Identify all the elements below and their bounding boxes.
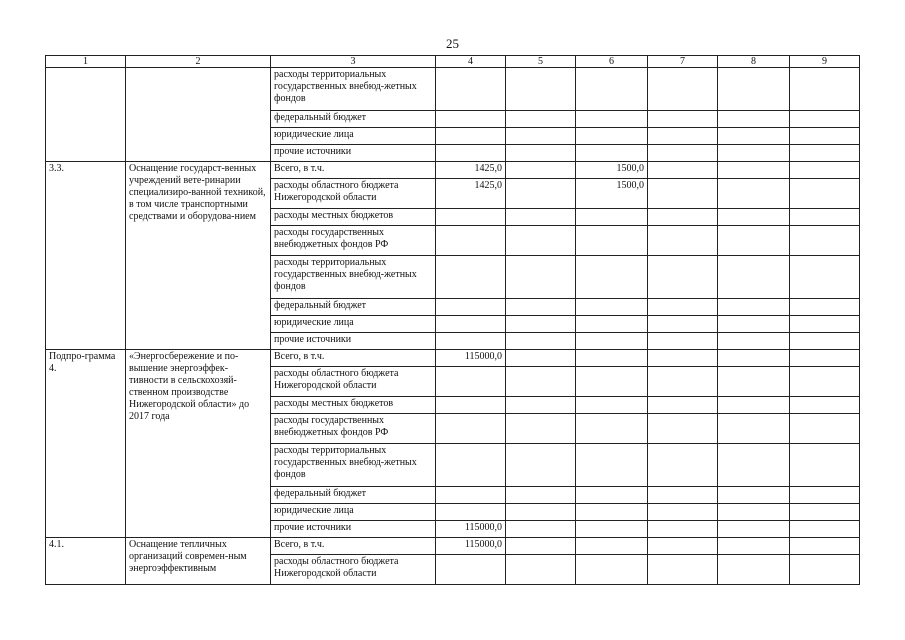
budget-table — [45, 55, 860, 585]
value-cell: 1500,0 — [576, 179, 648, 209]
item-name-cell: «Энергосбережение и по-вышение энергоэффек-тивности в сельскохозяй-ственном производстве Нижегородской области» до 2017 года — [126, 350, 271, 538]
value-cell — [436, 145, 506, 162]
value-cell: 1500,0 — [576, 162, 648, 179]
value-cell: 115000,0 — [436, 521, 506, 538]
value-cell — [648, 316, 718, 333]
value-cell — [790, 162, 860, 179]
item-name-cell: Оснащение тепличных организаций современ-ным энергоэффективным — [126, 538, 271, 585]
value-cell — [576, 504, 648, 521]
value-cell — [648, 397, 718, 414]
value-cell — [718, 444, 790, 487]
value-cell — [506, 145, 576, 162]
value-cell — [718, 209, 790, 226]
value-cell — [436, 414, 506, 444]
source-cell: прочие источники — [271, 333, 436, 350]
value-cell — [790, 397, 860, 414]
value-cell — [790, 179, 860, 209]
value-cell — [648, 128, 718, 145]
value-cell — [718, 145, 790, 162]
value-cell — [506, 350, 576, 367]
value-cell — [576, 299, 648, 316]
value-cell — [648, 111, 718, 128]
value-cell — [790, 111, 860, 128]
value-cell — [506, 111, 576, 128]
value-cell — [506, 179, 576, 209]
value-cell — [576, 316, 648, 333]
column-header: 1 — [46, 56, 126, 68]
value-cell — [790, 521, 860, 538]
value-cell — [790, 414, 860, 444]
value-cell — [436, 299, 506, 316]
value-cell — [576, 111, 648, 128]
source-cell: расходы областного бюджета Нижегородской области — [271, 555, 436, 585]
value-cell — [718, 162, 790, 179]
value-cell — [436, 504, 506, 521]
column-header: 4 — [436, 56, 506, 68]
source-cell: расходы местных бюджетов — [271, 209, 436, 226]
value-cell — [648, 68, 718, 111]
value-cell — [648, 555, 718, 585]
value-cell — [790, 555, 860, 585]
value-cell — [718, 350, 790, 367]
value-cell — [506, 68, 576, 111]
value-cell — [506, 209, 576, 226]
value-cell — [576, 68, 648, 111]
value-cell — [790, 487, 860, 504]
value-cell — [576, 521, 648, 538]
value-cell — [506, 504, 576, 521]
value-cell — [790, 209, 860, 226]
value-cell — [506, 256, 576, 299]
value-cell — [436, 367, 506, 397]
value-cell — [790, 299, 860, 316]
value-cell — [506, 333, 576, 350]
value-cell — [718, 397, 790, 414]
column-header: 2 — [126, 56, 271, 68]
value-cell — [790, 316, 860, 333]
value-cell — [648, 504, 718, 521]
item-name-cell — [126, 68, 271, 162]
column-header: 8 — [718, 56, 790, 68]
value-cell — [436, 487, 506, 504]
value-cell — [718, 316, 790, 333]
column-header: 6 — [576, 56, 648, 68]
value-cell — [436, 397, 506, 414]
value-cell — [506, 414, 576, 444]
value-cell: 1425,0 — [436, 179, 506, 209]
value-cell — [648, 444, 718, 487]
value-cell — [506, 555, 576, 585]
value-cell — [790, 350, 860, 367]
value-cell — [576, 256, 648, 299]
column-header: 7 — [648, 56, 718, 68]
value-cell: 1425,0 — [436, 162, 506, 179]
value-cell — [576, 487, 648, 504]
source-cell: расходы местных бюджетов — [271, 397, 436, 414]
item-number-cell: Подпро-грамма 4. — [46, 350, 126, 538]
column-header: 3 — [271, 56, 436, 68]
value-cell — [718, 521, 790, 538]
value-cell — [648, 414, 718, 444]
source-cell: Всего, в т.ч. — [271, 350, 436, 367]
value-cell — [576, 350, 648, 367]
value-cell — [718, 179, 790, 209]
value-cell — [790, 68, 860, 111]
value-cell — [436, 128, 506, 145]
value-cell — [506, 397, 576, 414]
source-cell: расходы областного бюджета Нижегородской области — [271, 367, 436, 397]
value-cell — [790, 504, 860, 521]
value-cell — [790, 333, 860, 350]
source-cell: расходы государственных внебюджетных фондов РФ — [271, 414, 436, 444]
value-cell — [648, 350, 718, 367]
value-cell — [718, 128, 790, 145]
value-cell — [506, 538, 576, 555]
source-cell: расходы областного бюджета Нижегородской области — [271, 179, 436, 209]
source-cell: юридические лица — [271, 128, 436, 145]
value-cell — [718, 68, 790, 111]
value-cell — [576, 414, 648, 444]
value-cell — [576, 128, 648, 145]
value-cell — [576, 397, 648, 414]
value-cell — [648, 179, 718, 209]
source-cell: прочие источники — [271, 145, 436, 162]
source-cell: федеральный бюджет — [271, 299, 436, 316]
source-cell: расходы территориальных государственных внебюд-жетных фондов — [271, 256, 436, 299]
value-cell — [648, 162, 718, 179]
value-cell — [576, 209, 648, 226]
value-cell — [436, 333, 506, 350]
value-cell — [718, 487, 790, 504]
source-cell: юридические лица — [271, 504, 436, 521]
value-cell: 115000,0 — [436, 350, 506, 367]
value-cell — [436, 256, 506, 299]
value-cell — [436, 444, 506, 487]
value-cell — [506, 521, 576, 538]
source-cell: расходы территориальных государственных внебюд-жетных фондов — [271, 444, 436, 487]
value-cell — [718, 256, 790, 299]
value-cell — [506, 487, 576, 504]
page-number: 25 — [446, 36, 459, 51]
value-cell — [648, 256, 718, 299]
value-cell — [506, 226, 576, 256]
value-cell — [718, 555, 790, 585]
value-cell — [506, 299, 576, 316]
source-cell: расходы государственных внебюджетных фондов РФ — [271, 226, 436, 256]
value-cell — [648, 333, 718, 350]
value-cell — [506, 444, 576, 487]
value-cell — [506, 316, 576, 333]
value-cell — [576, 538, 648, 555]
table-row — [46, 68, 860, 111]
value-cell — [436, 226, 506, 256]
item-number-cell: 3.3. — [46, 162, 126, 350]
value-cell — [790, 256, 860, 299]
value-cell — [718, 333, 790, 350]
value-cell — [506, 367, 576, 397]
column-header: 9 — [790, 56, 860, 68]
value-cell — [790, 128, 860, 145]
value-cell — [718, 111, 790, 128]
value-cell — [648, 538, 718, 555]
value-cell: 115000,0 — [436, 538, 506, 555]
table-row — [46, 162, 860, 179]
value-cell — [790, 367, 860, 397]
value-cell — [790, 444, 860, 487]
value-cell — [576, 226, 648, 256]
value-cell — [648, 226, 718, 256]
value-cell — [718, 367, 790, 397]
value-cell — [436, 316, 506, 333]
value-cell — [576, 555, 648, 585]
value-cell — [718, 414, 790, 444]
source-cell: расходы территориальных государственных внебюд-жетных фондов — [271, 68, 436, 111]
value-cell — [506, 128, 576, 145]
value-cell — [436, 209, 506, 226]
value-cell — [436, 555, 506, 585]
source-cell: Всего, в т.ч. — [271, 538, 436, 555]
value-cell — [648, 145, 718, 162]
value-cell — [648, 521, 718, 538]
value-cell — [718, 299, 790, 316]
source-cell: прочие источники — [271, 521, 436, 538]
source-cell: федеральный бюджет — [271, 111, 436, 128]
value-cell — [576, 367, 648, 397]
value-cell — [576, 444, 648, 487]
table-header-row — [46, 56, 860, 68]
value-cell — [718, 504, 790, 521]
value-cell — [648, 209, 718, 226]
value-cell — [436, 68, 506, 111]
value-cell — [648, 487, 718, 504]
value-cell — [506, 162, 576, 179]
item-name-cell: Оснащение государст-венных учреждений вете-ринарии специализиро-ванной техникой, в том числе транспортными средствами и оборудова-нием — [126, 162, 271, 350]
column-header: 5 — [506, 56, 576, 68]
value-cell — [790, 145, 860, 162]
value-cell — [648, 367, 718, 397]
source-cell: юридические лица — [271, 316, 436, 333]
source-cell: Всего, в т.ч. — [271, 162, 436, 179]
value-cell — [718, 226, 790, 256]
value-cell — [576, 333, 648, 350]
source-cell: федеральный бюджет — [271, 487, 436, 504]
table-row — [46, 538, 860, 555]
value-cell — [436, 111, 506, 128]
value-cell — [576, 145, 648, 162]
item-number-cell — [46, 68, 126, 162]
item-number-cell: 4.1. — [46, 538, 126, 585]
value-cell — [790, 226, 860, 256]
table-row — [46, 350, 860, 367]
value-cell — [718, 538, 790, 555]
value-cell — [648, 299, 718, 316]
value-cell — [790, 538, 860, 555]
